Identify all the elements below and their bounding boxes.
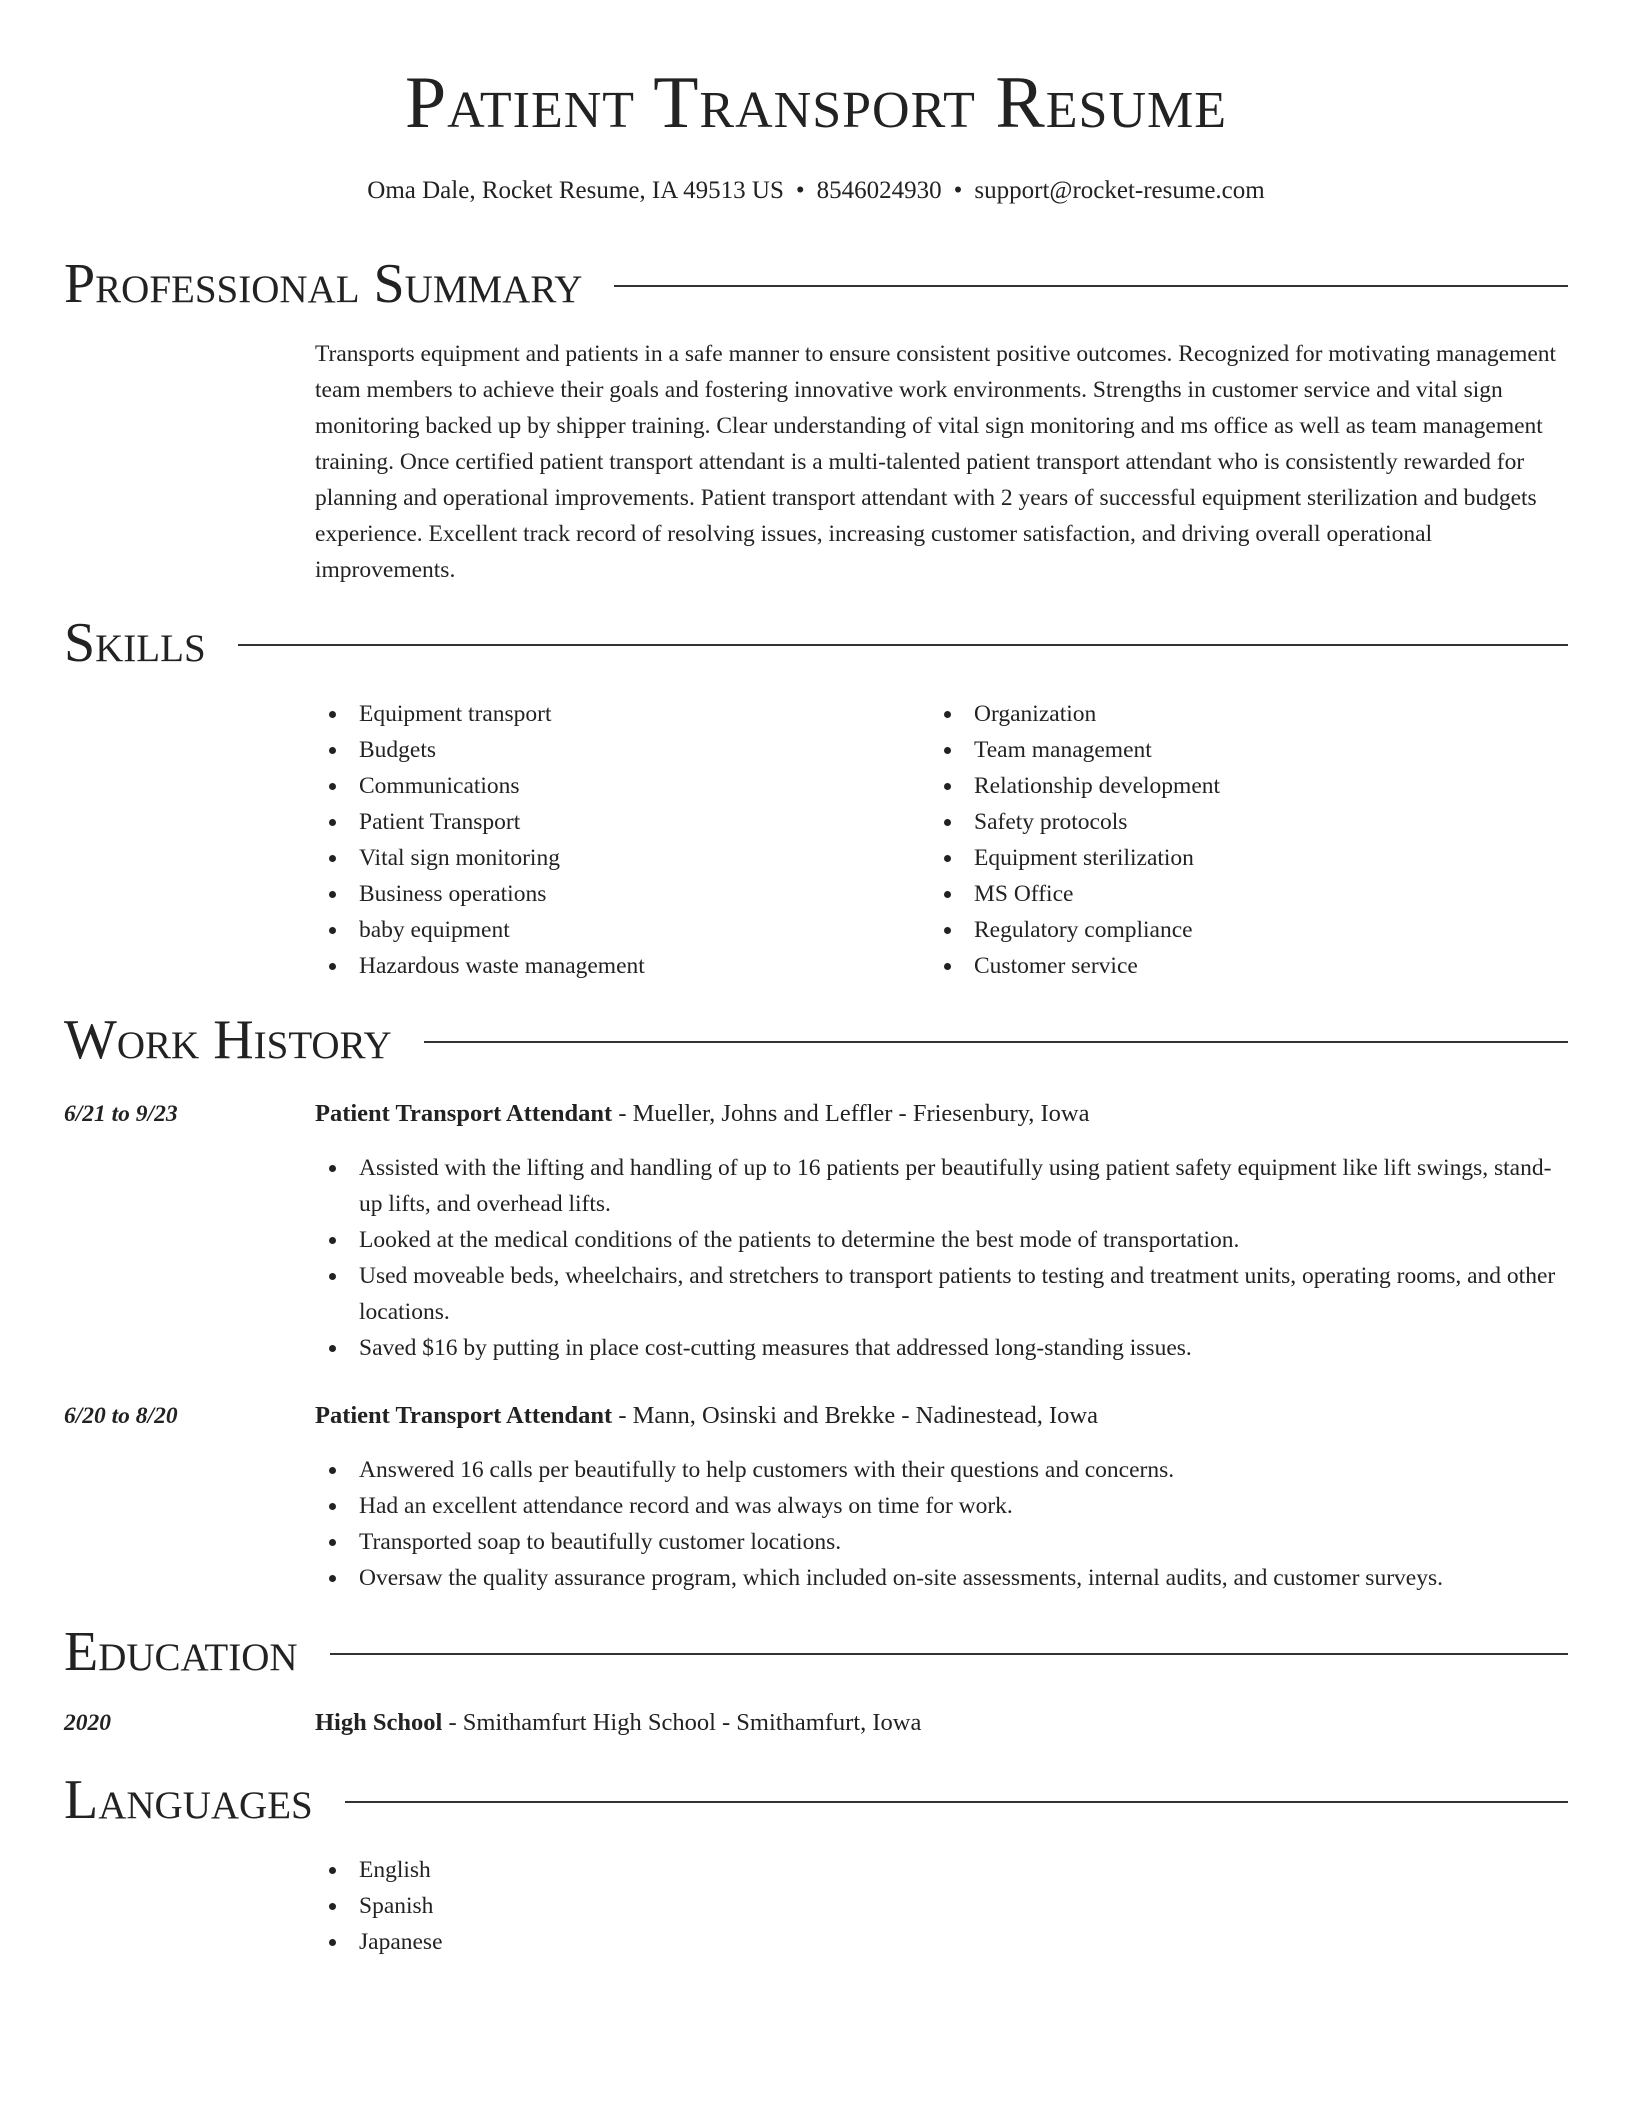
section-divider: [424, 1041, 1568, 1043]
skill-item: Patient Transport: [315, 804, 915, 840]
section-divider: [614, 285, 1568, 287]
skills-column-right: [930, 696, 1530, 984]
education-school: - Smithamfurt High School - Smithamfurt, Iowa: [442, 1709, 922, 1736]
skill-item: Team management: [930, 732, 1530, 768]
education-heading: [315, 1705, 921, 1741]
job-title: Patient Transport Attendant: [315, 1402, 613, 1429]
skill-item: baby equipment: [315, 912, 915, 948]
job-bullet: Saved $16 by putting in place cost-cutting measures that addressed long-standing issues.: [315, 1330, 1570, 1366]
skill-item: Organization: [930, 696, 1530, 732]
job-bullet: Transported soap to beautifully customer locations.: [315, 1524, 1570, 1560]
skill-item: Equipment sterilization: [930, 840, 1530, 876]
contact-separator: •: [795, 177, 805, 204]
section-divider: [345, 1801, 1568, 1803]
skill-item: Customer service: [930, 948, 1530, 984]
skill-item: Safety protocols: [930, 804, 1530, 840]
contact-line: [0, 174, 1632, 208]
job-bullet: Used moveable beds, wheelchairs, and stretchers to transport patients to testing and treatment units, operating rooms, and other locations.: [315, 1258, 1570, 1330]
resume-title: Patient Transport Resume: [404, 62, 1228, 144]
section-header-languages: [64, 1768, 1568, 1832]
section-title-skills: Skills: [64, 612, 206, 674]
section-title-summary: Professional Summary: [64, 253, 583, 315]
skill-item: Communications: [315, 768, 915, 804]
section-title-work: Work History: [64, 1009, 392, 1071]
skill-item: MS Office: [930, 876, 1530, 912]
section-divider: [330, 1653, 1568, 1655]
skill-item: Equipment transport: [315, 696, 915, 732]
job-bullet: Assisted with the lifting and handling of up to 16 patients per beautifully using patient safety equipment like lift swings, stand-up lifts, and overhead lifts.: [315, 1150, 1570, 1222]
contact-address: Oma Dale, Rocket Resume, IA 49513 US: [367, 177, 784, 204]
job-bullet: Oversaw the quality assurance program, which included on-site assessments, internal audits, and customer surveys.: [315, 1560, 1570, 1596]
language-item: Spanish: [315, 1888, 1570, 1924]
contact-separator: •: [953, 177, 963, 204]
education-degree: High School: [315, 1709, 443, 1736]
job-bullet: Had an excellent attendance record and was always on time for work.: [315, 1488, 1570, 1524]
section-divider: [238, 644, 1568, 646]
languages-list: [315, 1852, 1570, 1960]
section-header-education: [64, 1620, 1568, 1684]
section-header-summary: [64, 252, 1568, 316]
job-heading: [315, 1096, 1090, 1132]
job-dates: 6/21 to 9/23: [64, 1101, 178, 1127]
job-dates: 6/20 to 8/20: [64, 1403, 178, 1429]
job-bullets: [315, 1150, 1570, 1366]
education-year: 2020: [64, 1710, 111, 1736]
skill-item: Relationship development: [930, 768, 1530, 804]
section-header-skills: [64, 611, 1568, 675]
summary-text: Transports equipment and patients in a safe manner to ensure consistent positive outcomes. Recognized for motivating management team members to achieve their goals and fostering innovative work environments. Strengths in customer service and vital sign monitoring backed up by shipper training. Clear understanding of vital sign monitoring and ms office as well as team management training. Once certified patient transport attendant is a multi-talented patient transport attendant who is consistently rewarded for planning and operational improvements. Patient transport attendant with 2 years of successful equipment sterilization and budgets experience. Excellent track record of resolving issues, increasing customer satisfaction, and driving overall operational improvements.: [315, 341, 1557, 583]
job-title: Patient Transport Attendant: [315, 1100, 613, 1127]
skill-item: Regulatory compliance: [930, 912, 1530, 948]
skill-item: Hazardous waste management: [315, 948, 915, 984]
job-employer: - Mueller, Johns and Leffler - Friesenbury, Iowa: [612, 1100, 1090, 1127]
job-heading: [315, 1398, 1098, 1434]
job-employer: - Mann, Osinski and Brekke - Nadinestead, Iowa: [612, 1402, 1098, 1429]
job-bullet: Answered 16 calls per beautifully to help customers with their questions and concerns.: [315, 1452, 1570, 1488]
section-title-education: Education: [64, 1621, 298, 1683]
contact-phone: 8546024930: [816, 177, 942, 204]
job-bullets: [315, 1452, 1570, 1596]
skills-column-left: [315, 696, 915, 984]
job-bullet: Looked at the medical conditions of the patients to determine the best mode of transportation.: [315, 1222, 1570, 1258]
section-header-work: [64, 1008, 1568, 1072]
language-item: English: [315, 1852, 1570, 1888]
skill-item: Budgets: [315, 732, 915, 768]
contact-email[interactable]: support@rocket-resume.com: [974, 177, 1265, 204]
skill-item: Vital sign monitoring: [315, 840, 915, 876]
language-item: Japanese: [315, 1924, 1570, 1960]
section-title-languages: Languages: [64, 1769, 313, 1831]
skill-item: Business operations: [315, 876, 915, 912]
